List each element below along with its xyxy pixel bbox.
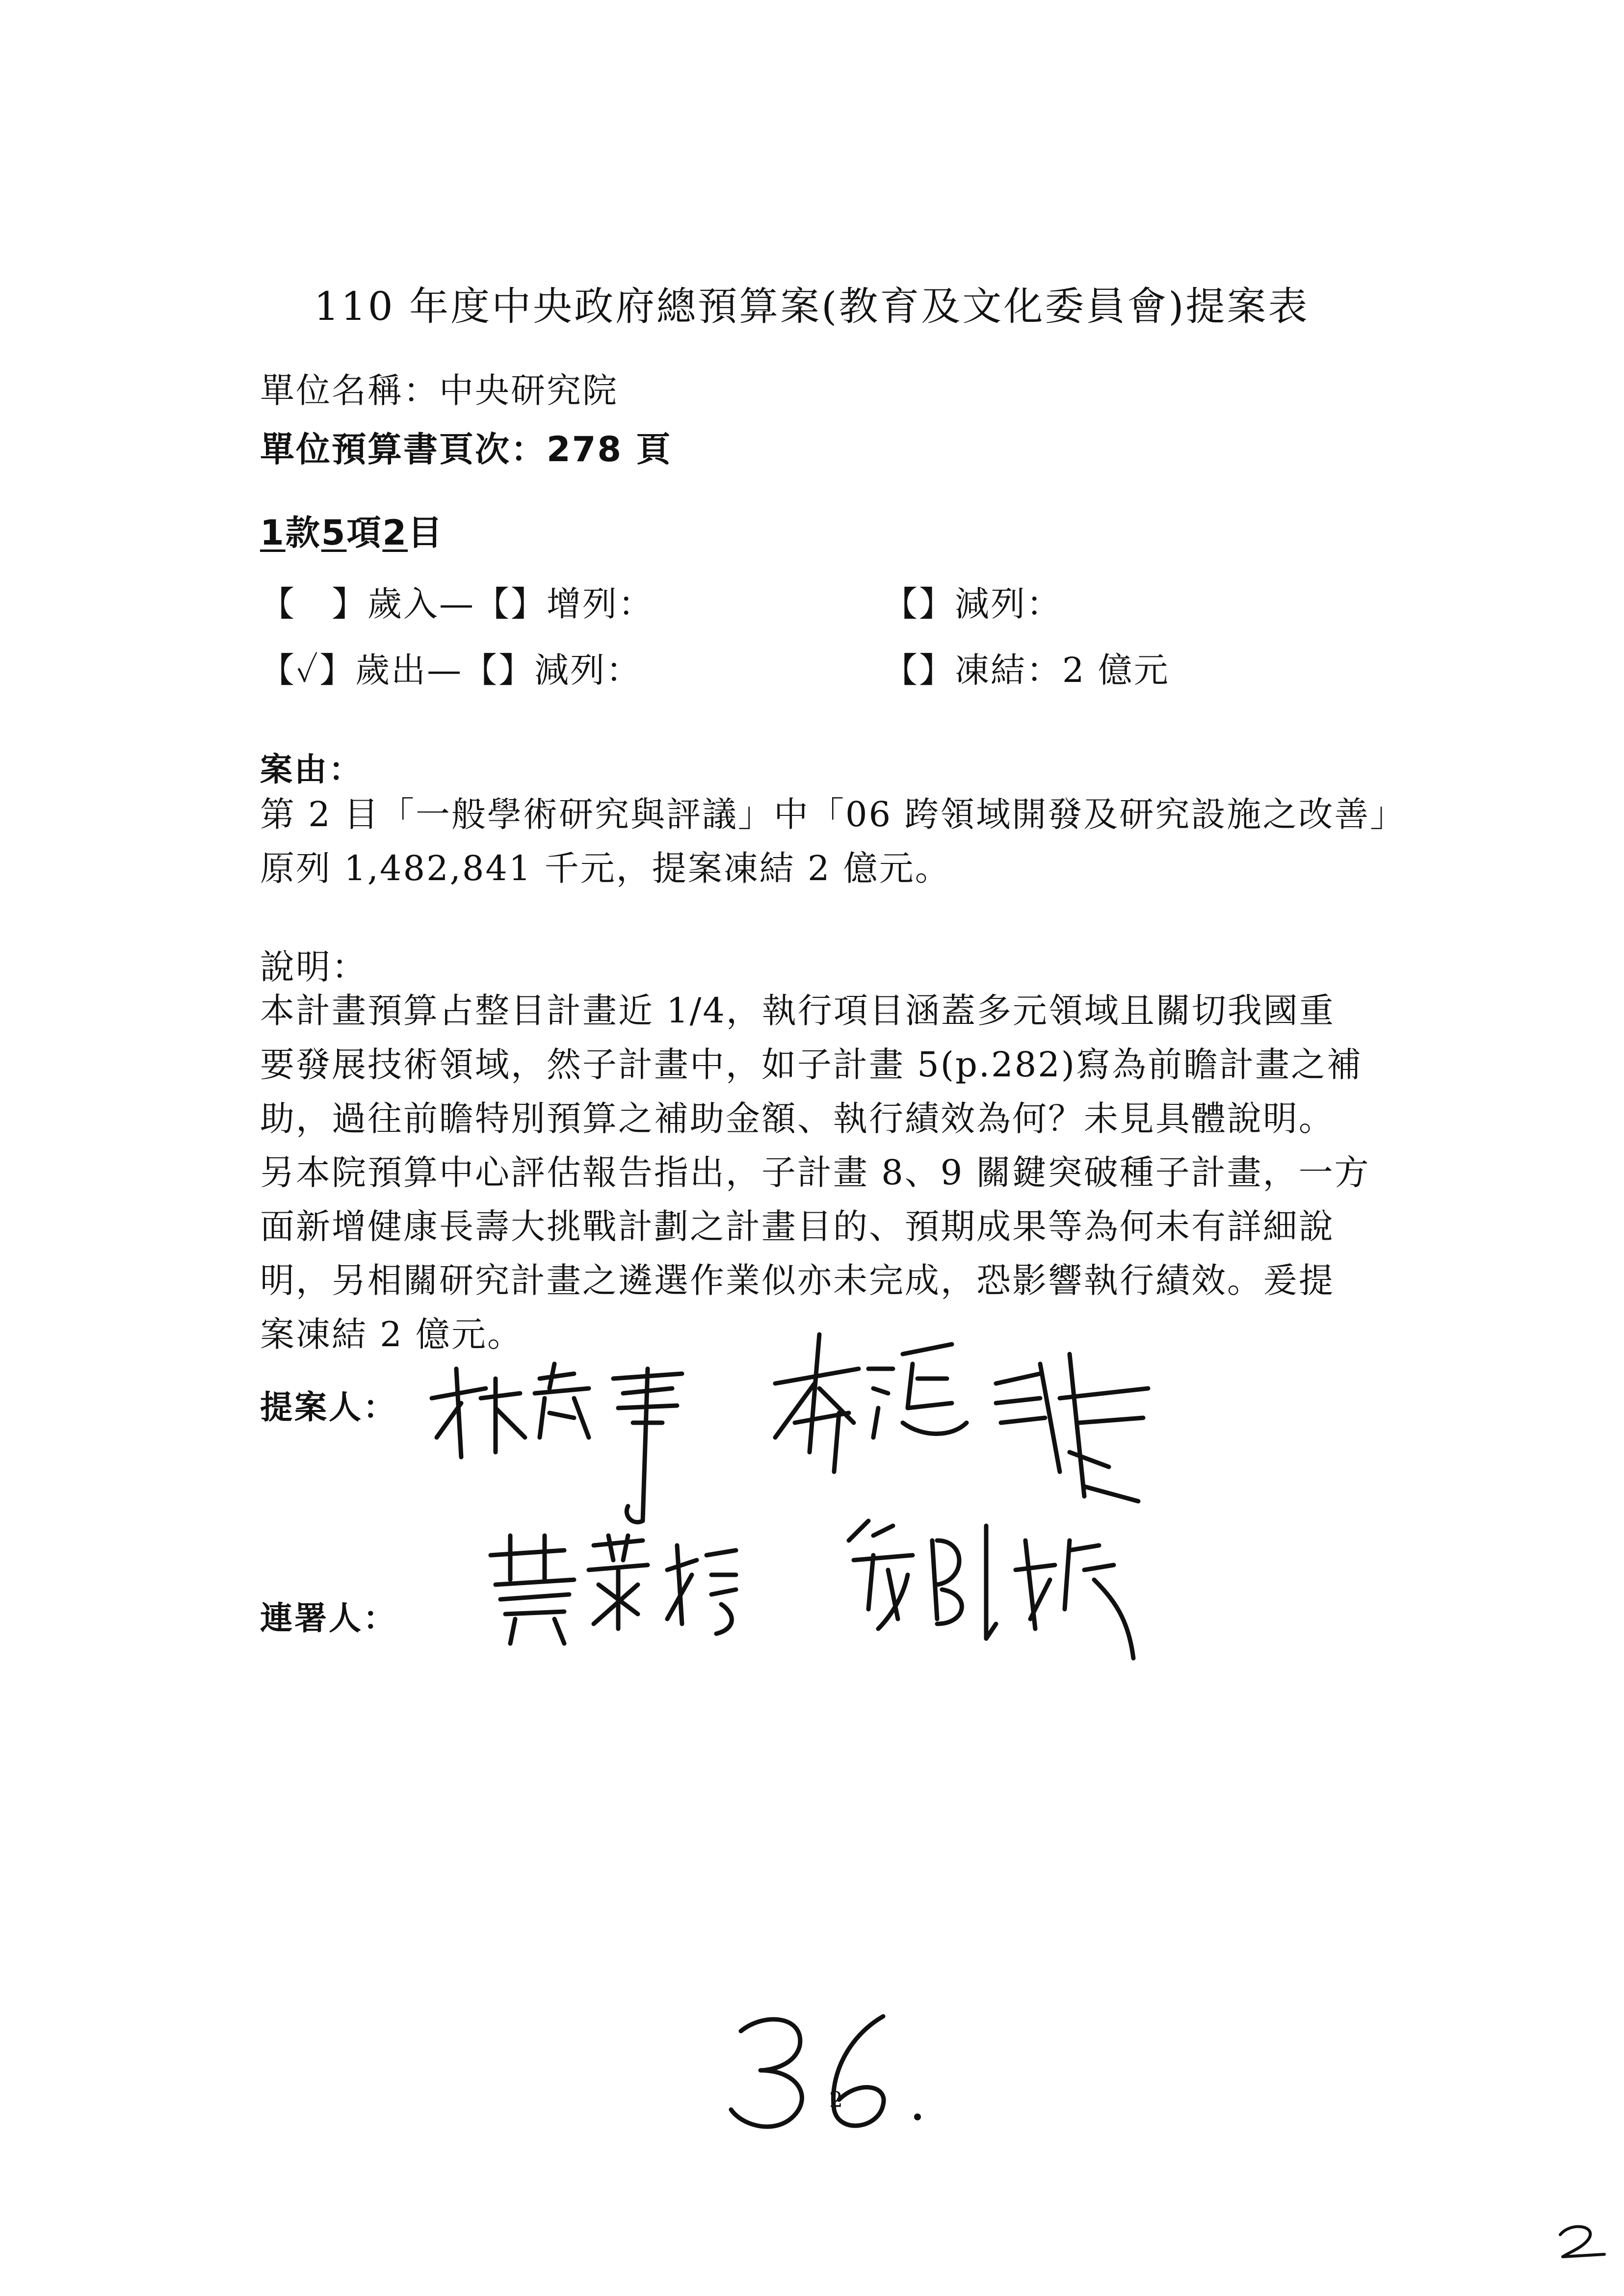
- explanation-line: 要發展技術領域，然子計畫中，如子計畫 5(p.282)寫為前瞻計畫之補: [260, 1044, 1363, 1085]
- cosigner-signature-1: [481, 1526, 746, 1653]
- corner-handwritten-mark: [1555, 2222, 1609, 2264]
- proposer-signature-2: [765, 1325, 1168, 1536]
- kuan-number: 1: [260, 513, 286, 553]
- proposer-label: 提案人：: [260, 1388, 397, 1426]
- unit-name: 單位名稱：中央研究院: [260, 370, 618, 411]
- explanation-heading: 說明：: [260, 947, 367, 987]
- explanation-line: 本計畫預算占整目計畫近 1/4，執行項目涵蓋多元領域且關切我國重: [260, 991, 1335, 1031]
- explanation-line: 明，另相關研究計畫之遴選作業似亦未完成，恐影響執行績效。爰提: [260, 1260, 1335, 1301]
- xiang-number: 5: [321, 513, 347, 553]
- document-title: 110 年度中央政府總預算案(教育及文化委員會)提案表: [314, 284, 1310, 329]
- reason-text: [260, 787, 1418, 895]
- explanation-line: 另本院預算中心評估報告指出，子計畫 8、9 關鍵突破種子計畫，一方: [260, 1152, 1370, 1193]
- explanation-line: 面新增健康長壽大挑戰計劃之計畫目的、預期成果等為何未有詳細說: [260, 1206, 1335, 1247]
- explanation-line: 助，過往前瞻特別預算之補助金額、執行績效為何？未見具體說明。: [260, 1098, 1335, 1139]
- page-number: 2: [829, 2087, 843, 2113]
- reason-heading: 案由：: [260, 751, 363, 788]
- explanation-text: [260, 984, 1418, 1361]
- option-freeze: 【】凍結：2 億元: [883, 650, 1170, 690]
- mu-number: 2: [382, 513, 408, 553]
- cosigner-label: 連署人：: [260, 1599, 397, 1637]
- mu-label: 目: [408, 513, 444, 553]
- cosigner-signature-2: [839, 1511, 1143, 1668]
- item-reference: [260, 505, 444, 555]
- handwritten-item-number: [721, 2002, 947, 2141]
- option-revenue-reduce: 【】減列：: [883, 584, 1062, 624]
- explanation-line: 案凍結 2 億元。: [260, 1314, 524, 1355]
- xiang-label: 項: [346, 513, 383, 553]
- option-revenue-row: 【 】歲入—【】增列：: [260, 584, 654, 624]
- budget-page-ref: 單位預算書頁次：278 頁: [260, 429, 672, 470]
- kuan-label: 款: [285, 513, 321, 553]
- proposer-signature-1: [427, 1359, 702, 1536]
- reason-line: 原列 1,482,841 千元，提案凍結 2 億元。: [260, 848, 951, 888]
- option-expenditure-row: 【✓】歲出—【】減列：: [260, 650, 642, 690]
- reason-line: 第 2 目「一般學術研究與評議」中「06 跨領域開發及研究設施之改善」: [260, 794, 1406, 835]
